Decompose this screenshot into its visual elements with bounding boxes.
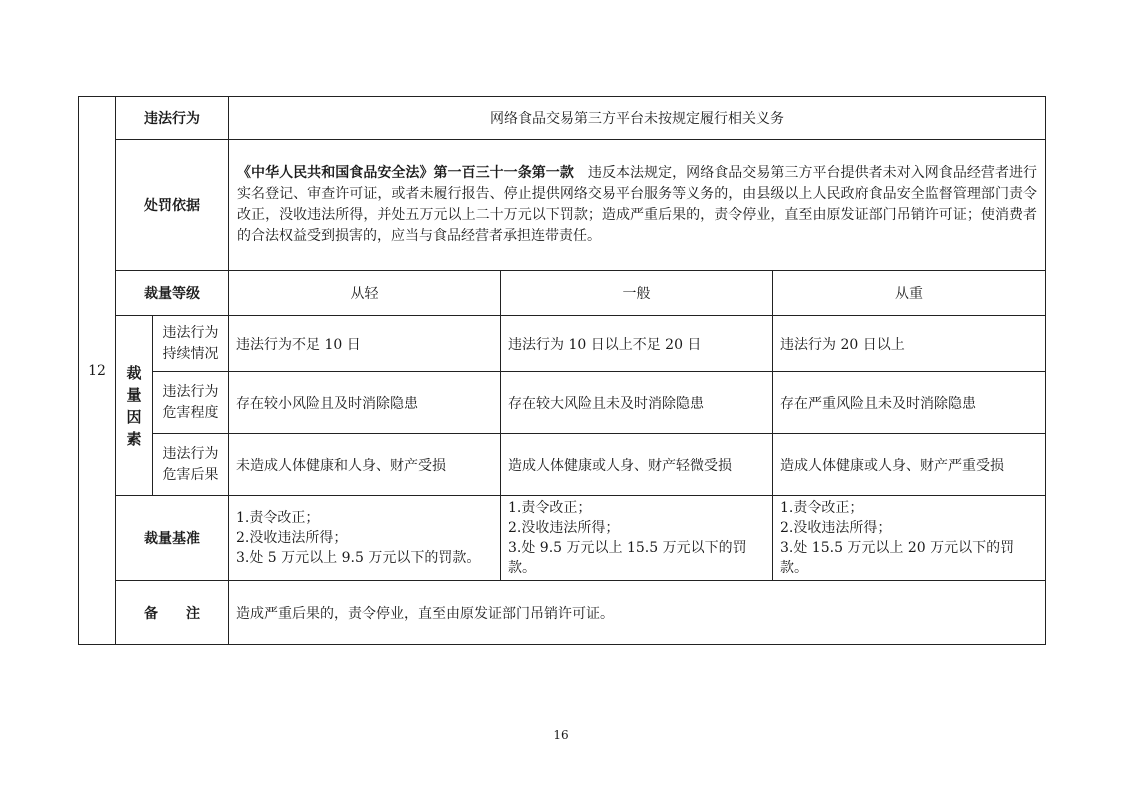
factor-value: 造成人体健康或人身、财产轻微受损 <box>501 434 773 496</box>
level-row <box>79 271 1046 316</box>
level-normal: 一般 <box>501 271 773 316</box>
standard-label: 裁量基准 <box>116 496 229 581</box>
standard-heavy: 1.责令改正； 2.没收违法所得； 3.处 15.5 万元以上 20 万元以下的罚款。 <box>773 496 1046 581</box>
factor-row-duration <box>79 316 1046 372</box>
remarks-text: 造成严重后果的，责令停业，直至由原发证部门吊销许可证。 <box>229 581 1046 645</box>
level-heavy: 从重 <box>773 271 1046 316</box>
factor-value: 违法行为 20 日以上 <box>773 316 1046 372</box>
factor-value: 违法行为不足 10 日 <box>229 316 501 372</box>
violation-row <box>79 97 1046 140</box>
factor-name: 违法行为 危害后果 <box>153 434 229 496</box>
basis-label: 处罚依据 <box>116 140 229 271</box>
violation-label: 违法行为 <box>116 97 229 140</box>
basis-cell <box>229 140 1046 271</box>
factor-value: 存在较小风险且及时消除隐患 <box>229 372 501 434</box>
factors-label: 裁 量 因 素 <box>126 363 142 448</box>
standard-normal: 1.责令改正； 2.没收违法所得； 3.处 9.5 万元以上 15.5 万元以下的罚款。 <box>501 496 773 581</box>
standard-row <box>79 496 1046 581</box>
factor-value: 存在较大风险且未及时消除隐患 <box>501 372 773 434</box>
standard-light: 1.责令改正； 2.没收违法所得； 3.处 5 万元以上 9.5 万元以下的罚款。 <box>229 496 501 581</box>
remarks-label: 备 注 <box>116 581 229 645</box>
factors-label-cell <box>116 316 153 496</box>
factor-name: 违法行为 危害程度 <box>153 372 229 434</box>
factor-value: 违法行为 10 日以上不足 20 日 <box>501 316 773 372</box>
basis-text: 违反本法规定，网络食品交易第三方平台提供者未对入网食品经营者进行实名登记、审查许可证，或者未履行报告、停止提供网络交易平台服务等义务的，由县级以上人民政府食品安全监督管理部门责令改正，没收违法所得，并处五万元以上二十万元以下罚款；造成严重后果的，责令停业，直至由原发证部门吊销许可证；使消费者的合法权益受到损害的，应当与食品经营者承担连带责任。 <box>237 165 1038 244</box>
level-light: 从轻 <box>229 271 501 316</box>
basis-law: 《中华人民共和国食品安全法》第一百三十一条第一款 <box>237 165 574 181</box>
page-number: 16 <box>553 728 569 742</box>
factor-name: 违法行为 持续情况 <box>153 316 229 372</box>
factor-value: 造成人体健康或人身、财产严重受损 <box>773 434 1046 496</box>
factor-value: 存在严重风险且未及时消除隐患 <box>773 372 1046 434</box>
level-label: 裁量等级 <box>116 271 229 316</box>
row-number: 12 <box>79 97 116 645</box>
factor-value: 未造成人体健康和人身、财产受损 <box>229 434 501 496</box>
remarks-row <box>79 581 1046 645</box>
violation-text: 网络食品交易第三方平台未按规定履行相关义务 <box>229 97 1046 140</box>
discretion-table <box>78 96 1046 645</box>
basis-row <box>79 140 1046 271</box>
factor-row-degree <box>79 372 1046 434</box>
factor-row-consequence <box>79 434 1046 496</box>
